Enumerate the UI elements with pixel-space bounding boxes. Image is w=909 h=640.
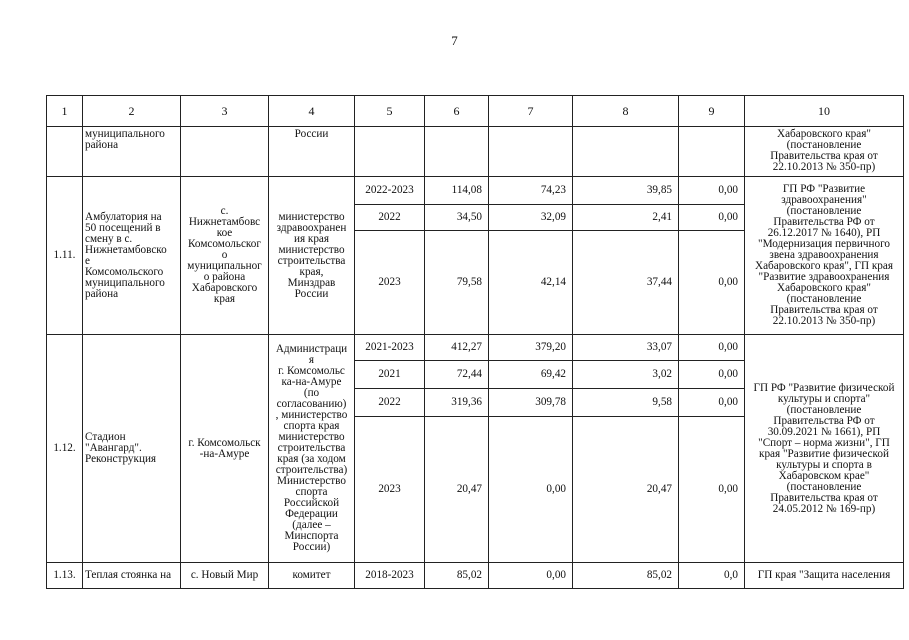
object-location: с. Новый Мир	[181, 563, 269, 589]
amount-regional: 9,58	[573, 389, 679, 417]
program: ГП края "Защита населения	[745, 563, 904, 589]
amount-other: 0,00	[679, 205, 745, 231]
table-row	[47, 177, 904, 205]
table-cell	[355, 127, 425, 177]
amount-other: 0,0	[679, 563, 745, 589]
period: 2022-2023	[355, 177, 425, 205]
amount-federal: 32,09	[489, 205, 573, 231]
amount-regional: 33,07	[573, 335, 679, 361]
period: 2018-2023	[355, 563, 425, 589]
amount-federal: 69,42	[489, 361, 573, 389]
amount-federal: 74,23	[489, 177, 573, 205]
continuation-row	[47, 127, 904, 177]
row-number: 1.13.	[47, 563, 83, 589]
row-number: 1.12.	[47, 335, 83, 563]
header-cell: 8	[573, 96, 679, 127]
amount-total: 34,50	[425, 205, 489, 231]
object-name: Амбулатория на 50 посещений в смену в с. Нижнетамбовско е Комсомольского муниципального района	[83, 177, 181, 335]
table-cell	[679, 127, 745, 177]
table-cell	[425, 127, 489, 177]
amount-federal: 42,14	[489, 231, 573, 335]
period: 2021-2023	[355, 335, 425, 361]
amount-regional: 3,02	[573, 361, 679, 389]
table-cell	[573, 127, 679, 177]
row-number: 1.11.	[47, 177, 83, 335]
amount-total: 72,44	[425, 361, 489, 389]
customer: комитет	[269, 563, 355, 589]
table-cell	[489, 127, 573, 177]
amount-other: 0,00	[679, 177, 745, 205]
object-name: Стадион "Авангард". Реконструкция	[83, 335, 181, 563]
amount-federal: 0,00	[489, 417, 573, 563]
amount-total: 79,58	[425, 231, 489, 335]
amount-regional: 37,44	[573, 231, 679, 335]
header-cell: 5	[355, 96, 425, 127]
amount-regional: 2,41	[573, 205, 679, 231]
customer: министерство здравоохранен ия края министерство строительства края, Минздрав России	[269, 177, 355, 335]
object-name: Теплая стоянка на	[83, 563, 181, 589]
object-location: с. Нижнетамбовс кое Комсомольског о муниципальног о района Хабаровского края	[181, 177, 269, 335]
amount-total: 20,47	[425, 417, 489, 563]
object-location: г. Комсомольск -на-Амуре	[181, 335, 269, 563]
page-number: 7	[451, 33, 458, 48]
amount-other: 0,00	[679, 417, 745, 563]
header-cell: 7	[489, 96, 573, 127]
program: ГП РФ "Развитие физической культуры и спорта" (постановление Правительства РФ от 30.09.2021 № 1661), РП "Спорт – норма жизни", ГП края "Развитие физической культуры и спорта в Хабаровском крае" (постановление Правительства края от 24.05.2012 № 169-пр)	[745, 335, 904, 563]
table-cell: Хабаровского края" (постановление Правительства края от 22.10.2013 № 350-пр)	[745, 127, 904, 177]
amount-regional: 20,47	[573, 417, 679, 563]
amount-regional: 39,85	[573, 177, 679, 205]
header-cell: 9	[679, 96, 745, 127]
table-cell	[181, 127, 269, 177]
period: 2023	[355, 417, 425, 563]
table-cell	[47, 127, 83, 177]
amount-total: 319,36	[425, 389, 489, 417]
header-cell: 10	[745, 96, 904, 127]
header-cell: 6	[425, 96, 489, 127]
header-cell: 2	[83, 96, 181, 127]
table-cell: муниципального района	[83, 127, 181, 177]
program: ГП РФ "Развитие здравоохранения" (постановление Правительства РФ от 26.12.2017 № 1640), РП "Модернизация первичного звена здравоохранения Хабаровского края", ГП края "Развитие здравоохранения Хабаровского края" (постановление Правительства края от 22.10.2013 № 350-пр)	[745, 177, 904, 335]
amount-federal: 309,78	[489, 389, 573, 417]
header-row	[47, 96, 904, 127]
amount-other: 0,00	[679, 231, 745, 335]
amount-total: 114,08	[425, 177, 489, 205]
period: 2023	[355, 231, 425, 335]
amount-other: 0,00	[679, 361, 745, 389]
table-cell: России	[269, 127, 355, 177]
header-cell: 3	[181, 96, 269, 127]
header-cell: 4	[269, 96, 355, 127]
customer: Администраци я г. Комсомольс ка-на-Амуре (по согласованию) , министерство спорта края министерство строительства края (за ходом строительства) Министерство спорта Российской Федерации (далее – Минспорта России)	[269, 335, 355, 563]
amount-total: 412,27	[425, 335, 489, 361]
program-table	[46, 95, 904, 589]
period: 2022	[355, 389, 425, 417]
period: 2022	[355, 205, 425, 231]
period: 2021	[355, 361, 425, 389]
amount-regional: 85,02	[573, 563, 679, 589]
header-cell: 1	[47, 96, 83, 127]
amount-federal: 0,00	[489, 563, 573, 589]
table-row	[47, 563, 904, 589]
amount-other: 0,00	[679, 335, 745, 361]
table-row	[47, 335, 904, 361]
amount-federal: 379,20	[489, 335, 573, 361]
amount-total: 85,02	[425, 563, 489, 589]
amount-other: 0,00	[679, 389, 745, 417]
